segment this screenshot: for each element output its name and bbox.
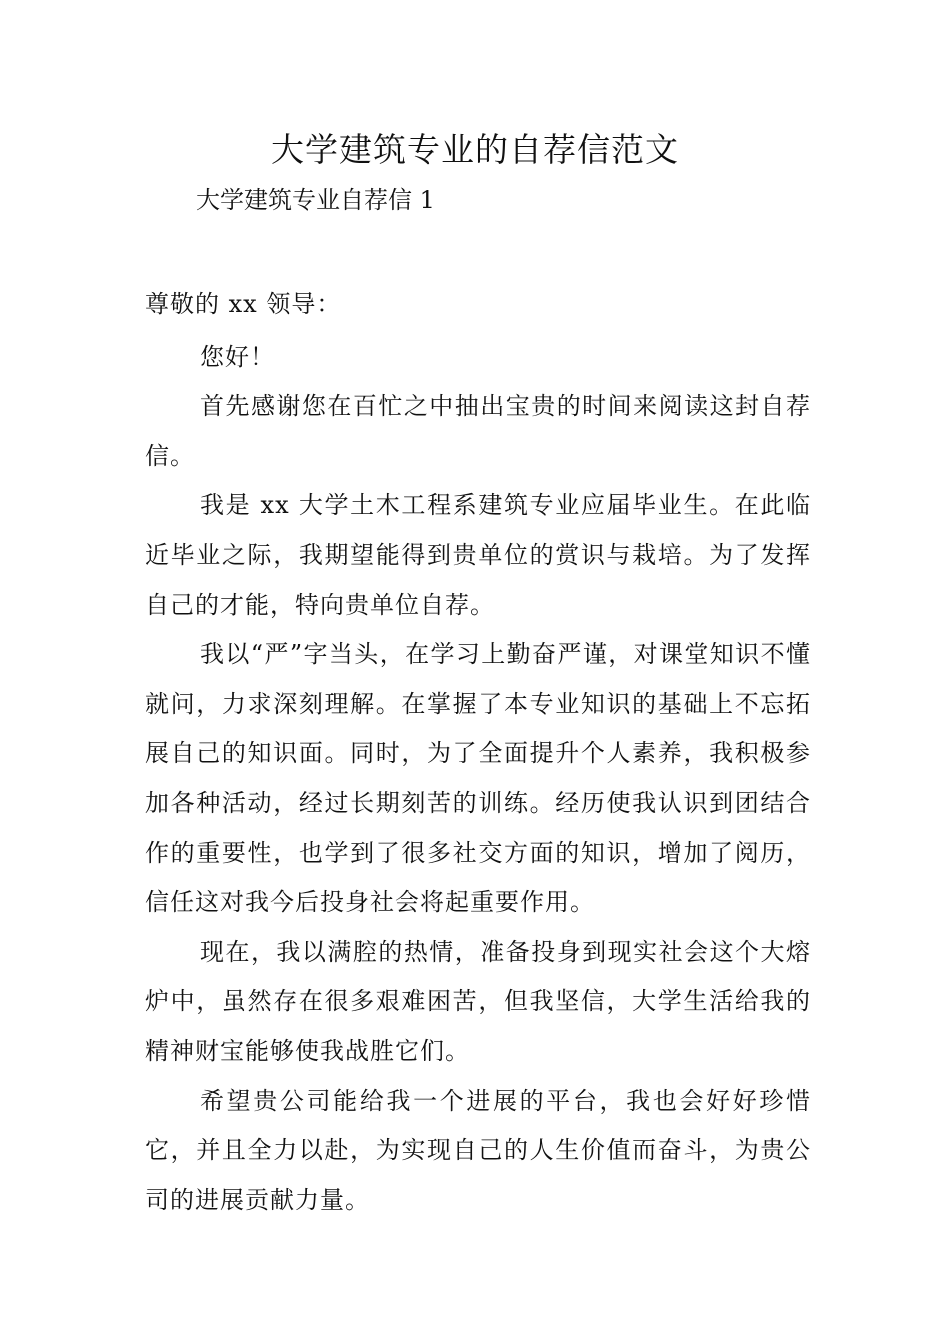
paragraph-1: 首先感谢您在百忙之中抽出宝贵的时间来阅读这封自荐信。: [145, 392, 811, 470]
paragraph-2: 我是 xx 大学土木工程系建筑专业应届毕业生。在此临近毕业之际，我期望能得到贵单位的赏识与栽培。为了发挥自己的才能，特向贵单位自荐。: [145, 491, 811, 619]
paragraph-5: 希望贵公司能给我一个进展的平台，我也会好好珍惜它，并且全力以赴，为实现自己的人生价值而奋斗，为贵公司的进展贡献力量。: [145, 1086, 811, 1214]
document-subtitle: 大学建筑专业自荐信 1: [196, 186, 435, 214]
greeting: 您好！: [200, 342, 275, 371]
document-title: 大学建筑专业的自荐信范文: [271, 130, 679, 169]
letter-body: [145, 280, 811, 1225]
paragraph-3: 我以“严”字当头，在学习上勤奋严谨，对课堂知识不懂就问，力求深刻理解。在掌握了本专业知识的基础上不忘拓展自己的知识面。同时，为了全面提升个人素养，我积极参加各种活动，经过长期刻苦的训练。经历使我认识到团结合作的重要性，也学到了很多社交方面的知识，增加了阅历，信任这对我今后投身社会将起重要作用。: [145, 640, 811, 917]
salutation: 尊敬的 xx 领导：: [145, 290, 342, 318]
paragraph-4: 现在，我以满腔的热情，准备投身到现实社会这个大熔炉中，虽然存在很多艰难困苦，但我坚信，大学生活给我的精神财宝能够使我战胜它们。: [145, 937, 811, 1065]
